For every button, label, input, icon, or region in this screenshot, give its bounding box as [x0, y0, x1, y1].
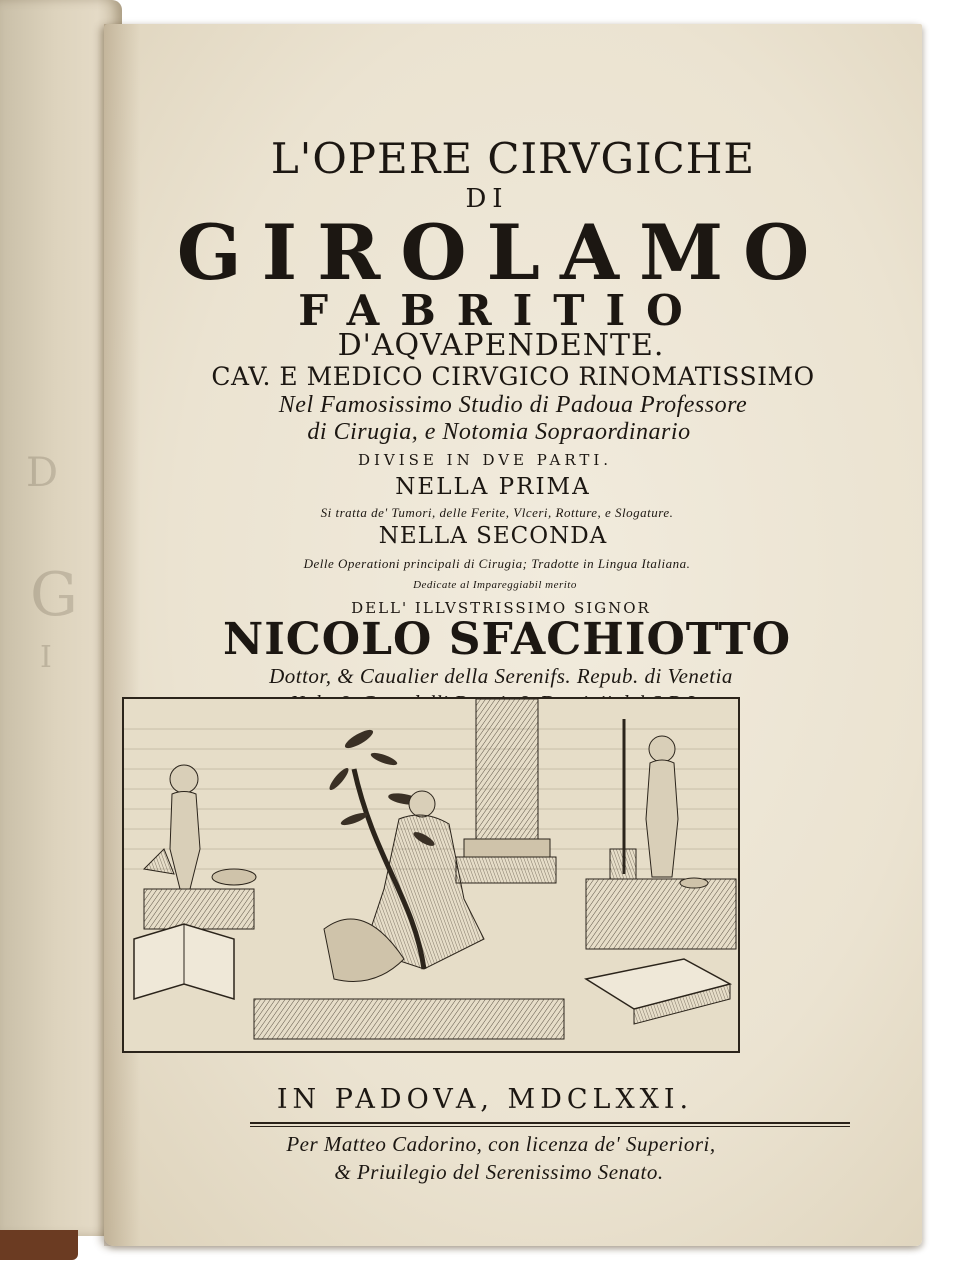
dedicatee-honorific: DELL' ILLVSTRISSIMO SIGNOR [351, 599, 651, 617]
author-surname: FABRITIO [298, 286, 704, 335]
division-heading: DIVISE IN DVE PARTI. [357, 451, 613, 469]
part-two-heading: NELLA SECONDA [378, 523, 608, 549]
author-position-1: Nel Famosissimo Studio di Padoua Professore [278, 392, 748, 418]
dedicatee-name: NICOLO SFACHIOTTO [222, 614, 792, 665]
title-line-opere: L'OPERE CIRVGICHE [270, 134, 756, 183]
facing-page: D G I [0, 0, 122, 1236]
facing-page-bleed-through: D [26, 450, 59, 496]
imprint-privilege: & Priuilegio del Serenissimo Senato. [334, 1160, 664, 1184]
author-title: CAV. E MEDICO CIRVGICO RINOMATISSIMO [211, 362, 815, 391]
part-one-heading: NELLA PRIMA [395, 474, 591, 500]
part-one-description: Si tratta de' Tumori, delle Ferite, Vlceri, Rotture, e Slogature. [320, 505, 674, 520]
allegorical-engraving [122, 697, 740, 1053]
part-two-description: Delle Operationi principali di Cirugia; Tradotte in Lingua Italiana. [303, 556, 691, 571]
imprint-rule-thin [250, 1126, 850, 1127]
author-position-2: di Cirugia, e Notomia Sopraordinario [307, 419, 691, 445]
dedicatee-title-1: Dottor, & Caualier della Serenifs. Repub. di Venetia [269, 664, 733, 688]
title-page [104, 24, 922, 1246]
author-first-name: GIROLAMO [176, 208, 830, 297]
book-cover-edge [0, 1230, 78, 1260]
engraving-illustration [124, 699, 738, 1051]
imprint-place-date: IN PADOVA, MDCLXXI. [276, 1084, 694, 1115]
imprint-rule [250, 1122, 850, 1124]
author-origin: D'AQVAPENDENTE. [337, 328, 665, 363]
imprint-printer: Per Matteo Cadorino, con licenza de' Superiori, [286, 1132, 716, 1156]
dedication-line: Dedicate al Impareggiabil merito [413, 579, 577, 591]
title-line-di: DI [465, 184, 509, 214]
